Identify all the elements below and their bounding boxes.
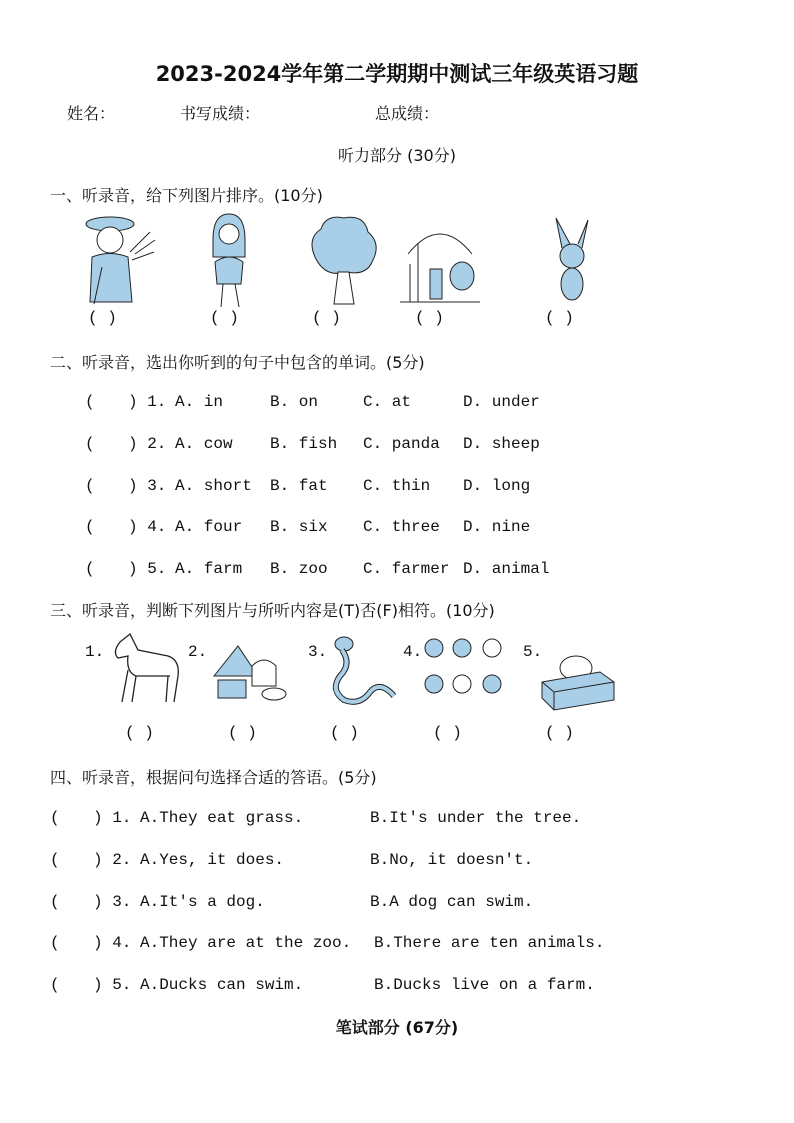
q3-option-c: C. thin bbox=[363, 477, 431, 495]
q1-number: ) 1. bbox=[128, 393, 167, 411]
response-q3-number: ) 3. bbox=[93, 893, 132, 911]
q4-option-d: D. nine bbox=[463, 518, 531, 536]
section4-heading: 四、听录音，根据问句选择合适的答语。(5分) bbox=[50, 768, 377, 787]
horse-picture bbox=[108, 632, 184, 704]
sort-blank-5[interactable]: ( ) bbox=[545, 309, 574, 327]
sort-blank-1[interactable]: ( ) bbox=[88, 309, 117, 327]
q2-number: ) 2. bbox=[128, 435, 167, 453]
section1-heading: 一、听录音，给下列图片排序。(10分) bbox=[50, 186, 323, 205]
answer-blank[interactable]: ( bbox=[50, 934, 60, 952]
q3-option-b: B. fat bbox=[270, 477, 328, 495]
response-q5-option-b: B.Ducks live on a farm. bbox=[374, 976, 595, 994]
rabbit-picture bbox=[552, 218, 592, 306]
response-q2-number: ) 2. bbox=[93, 851, 132, 869]
q4-number: ) 4. bbox=[128, 518, 167, 536]
writing-score-label: 书写成绩： bbox=[180, 104, 261, 123]
q1-option-d: D. under bbox=[463, 393, 540, 411]
animals-picture bbox=[422, 634, 510, 706]
tree-picture bbox=[306, 214, 382, 306]
q2-option-c: C. panda bbox=[363, 435, 440, 453]
q3-option-a: A. short bbox=[175, 477, 252, 495]
judge-blank-2[interactable]: ( ) bbox=[228, 724, 257, 742]
answer-blank[interactable]: ( bbox=[85, 560, 95, 578]
judge-number-5: 5. bbox=[523, 643, 543, 661]
farmer-woman-picture bbox=[80, 212, 160, 307]
answer-blank[interactable]: ( bbox=[50, 976, 60, 994]
section2-heading: 二、听录音，选出你听到的句子中包含的单词。(5分) bbox=[50, 353, 425, 372]
answer-blank[interactable]: ( bbox=[85, 477, 95, 495]
response-q4-option-a: A.They are at the zoo. bbox=[140, 934, 352, 952]
q4-option-a: A. four bbox=[175, 518, 243, 536]
q4-option-b: B. six bbox=[270, 518, 328, 536]
girl-picture bbox=[205, 212, 255, 307]
answer-blank[interactable]: ( bbox=[50, 893, 60, 911]
listening-header: 听力部分 (30分) bbox=[338, 146, 456, 165]
snake-picture bbox=[330, 634, 400, 708]
q4-option-c: C. three bbox=[363, 518, 440, 536]
judge-blank-1[interactable]: ( ) bbox=[125, 724, 154, 742]
page-title: 2023-2024学年第二学期期中测试三年级英语习题 bbox=[155, 62, 639, 86]
response-q1-number: ) 1. bbox=[93, 809, 132, 827]
q5-option-c: C. farmer bbox=[363, 560, 450, 578]
response-q3-option-b: B.A dog can swim. bbox=[370, 893, 534, 911]
sort-blank-3[interactable]: ( ) bbox=[312, 309, 341, 327]
response-q5-number: ) 5. bbox=[93, 976, 132, 994]
answer-blank[interactable]: ( bbox=[85, 435, 95, 453]
judge-blank-4[interactable]: ( ) bbox=[433, 724, 462, 742]
q1-option-b: B. on bbox=[270, 393, 319, 411]
q5-option-d: D. animal bbox=[463, 560, 550, 578]
judge-number-3: 3. bbox=[308, 643, 328, 661]
q3-option-d: D. long bbox=[463, 477, 531, 495]
judge-number-2: 2. bbox=[188, 643, 208, 661]
judge-blank-3[interactable]: ( ) bbox=[330, 724, 359, 742]
response-q3-option-a: A.It's a dog. bbox=[140, 893, 265, 911]
answer-blank[interactable]: ( bbox=[50, 809, 60, 827]
answer-blank[interactable]: ( bbox=[85, 393, 95, 411]
response-q2-option-b: B.No, it doesn't. bbox=[370, 851, 534, 869]
section3-heading: 三、听录音，判断下列图片与所听内容是(T)否(F)相符。(10分) bbox=[50, 601, 495, 620]
judge-blank-5[interactable]: ( ) bbox=[545, 724, 574, 742]
q5-option-b: B. zoo bbox=[270, 560, 328, 578]
farm-picture bbox=[212, 636, 292, 702]
q1-option-c: C. at bbox=[363, 393, 412, 411]
q1-option-a: A. in bbox=[175, 393, 224, 411]
q5-number: ) 5. bbox=[128, 560, 167, 578]
q2-option-d: D. sheep bbox=[463, 435, 540, 453]
response-q4-number: ) 4. bbox=[93, 934, 132, 952]
judge-number-1: 1. bbox=[85, 643, 105, 661]
judge-number-4: 4. bbox=[403, 643, 423, 661]
response-q5-option-a: A.Ducks can swim. bbox=[140, 976, 304, 994]
zoo-animals-picture bbox=[400, 214, 480, 306]
sort-blank-2[interactable]: ( ) bbox=[210, 309, 239, 327]
response-q1-option-b: B.It's under the tree. bbox=[370, 809, 582, 827]
q2-option-b: B. fish bbox=[270, 435, 338, 453]
response-q2-option-a: A.Yes, it does. bbox=[140, 851, 285, 869]
written-header: 笔试部分 (67分) bbox=[335, 1018, 459, 1037]
response-q4-option-b: B.There are ten animals. bbox=[374, 934, 605, 952]
name-label: 姓名： bbox=[67, 104, 116, 123]
answer-blank[interactable]: ( bbox=[50, 851, 60, 869]
total-score-label: 总成绩： bbox=[375, 104, 440, 123]
response-q1-option-a: A.They eat grass. bbox=[140, 809, 304, 827]
q5-option-a: A. farm bbox=[175, 560, 243, 578]
answer-blank[interactable]: ( bbox=[85, 518, 95, 536]
sort-blank-4[interactable]: ( ) bbox=[415, 309, 444, 327]
cat-on-box-picture bbox=[540, 650, 616, 710]
q3-number: ) 3. bbox=[128, 477, 167, 495]
q2-option-a: A. cow bbox=[175, 435, 233, 453]
